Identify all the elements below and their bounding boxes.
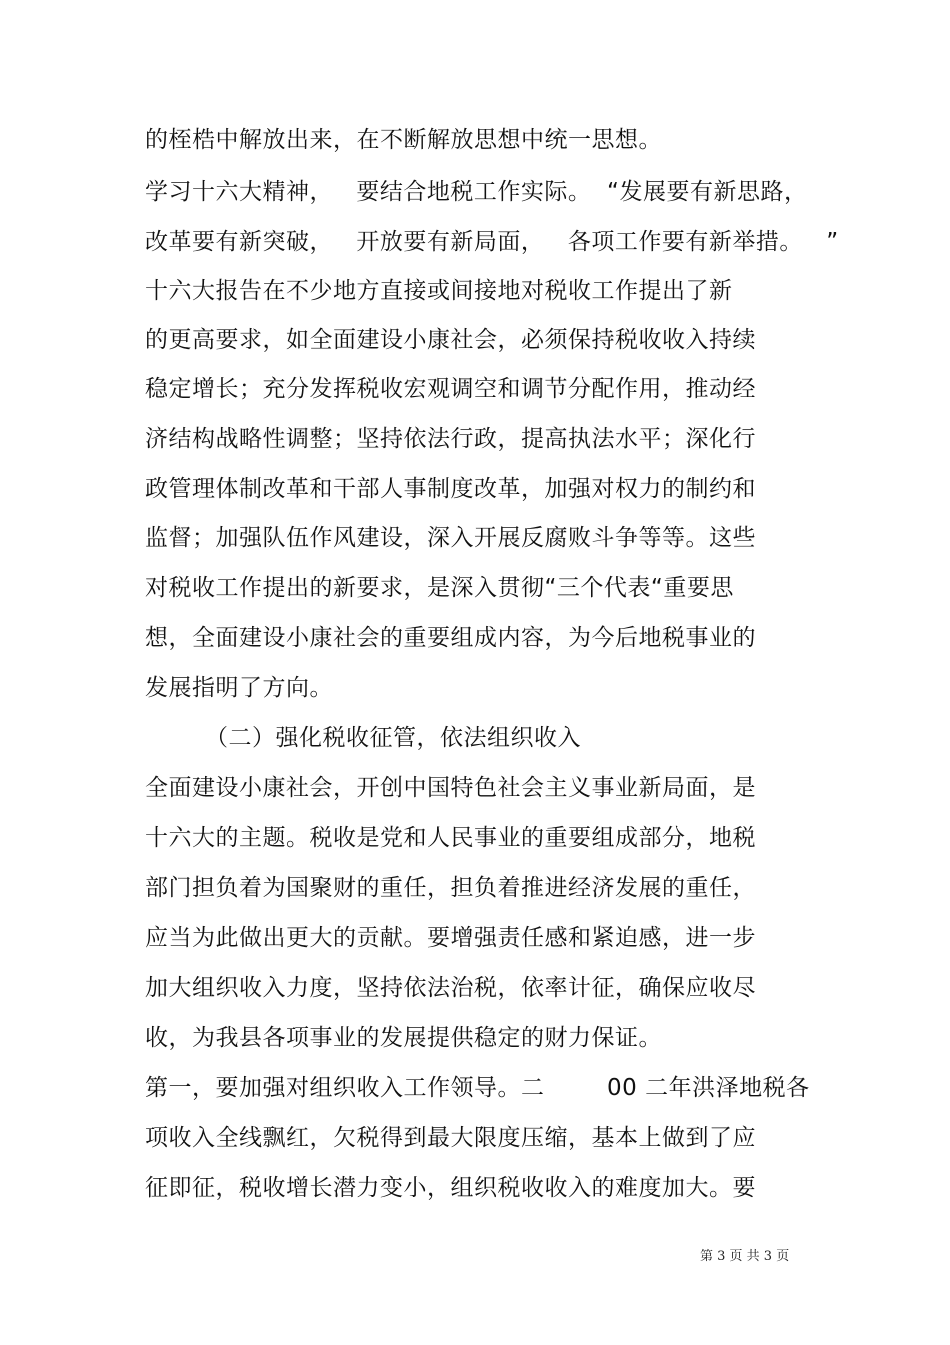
- text-line: 应当为此做出更大的贡献。要增强责任感和紧迫感，进一步: [145, 925, 756, 951]
- text-line: 学习十六大精神， 要结合地税工作实际。 “发展要有新思路，: [145, 179, 808, 205]
- page-number: 第 3 页 共 3 页: [700, 1249, 790, 1264]
- text-line: 政管理体制改革和干部人事制度改革，加强对权力的制约和: [145, 476, 756, 502]
- text-line: 十六大报告在不少地方直接或间接地对税收工作提出了新: [145, 278, 733, 304]
- text-line: 项收入全线飘红，欠税得到最大限度压缩，基本上做到了应: [145, 1125, 756, 1151]
- text-line: 想，全面建设小康社会的重要组成内容，为今后地税事业的: [145, 625, 756, 651]
- text-line: 全面建设小康社会，开创中国特色社会主义事业新局面，是: [145, 775, 756, 801]
- text-line: 监督；加强队伍作风建设，深入开展反腐败斗争等等。这些: [145, 525, 756, 551]
- text-line: 对税收工作提出的新要求，是深入贯彻“三个代表“重要思: [145, 575, 734, 601]
- text-line: 征即征，税收增长潜力变小，组织税收收入的难度加大。要: [145, 1175, 756, 1201]
- section-heading: （二）强化税收征管，依法组织收入: [205, 725, 581, 751]
- text-line: 的更高要求，如全面建设小康社会，必须保持税收收入持续: [145, 327, 756, 353]
- text-line: 十六大的主题。税收是党和人民事业的重要组成部分，地税: [145, 825, 756, 851]
- text-line: 收，为我县各项事业的发展提供稳定的财力保证。: [145, 1025, 662, 1051]
- text-line: 部门担负着为国聚财的重任，担负着推进经济发展的重任，: [145, 875, 756, 901]
- text-line: 济结构战略性调整；坚持依法行政，提高执法水平；深化行: [145, 426, 756, 452]
- text-line: 第一，要加强对组织收入工作领导。二 00 二年洪泽地税各: [145, 1075, 810, 1101]
- text-line: 发展指明了方向。: [145, 675, 333, 701]
- text-line: 稳定增长；充分发挥税收宏观调空和调节分配作用，推动经: [145, 376, 756, 402]
- text-line: 加大组织收入力度，坚持依法治税，依率计征，确保应收尽: [145, 975, 756, 1001]
- text-line: 的桎梏中解放出来，在不断解放思想中统一思想。: [145, 127, 662, 153]
- text-line: 改革要有新突破， 开放要有新局面， 各项工作要有新举措。 ”: [145, 229, 839, 255]
